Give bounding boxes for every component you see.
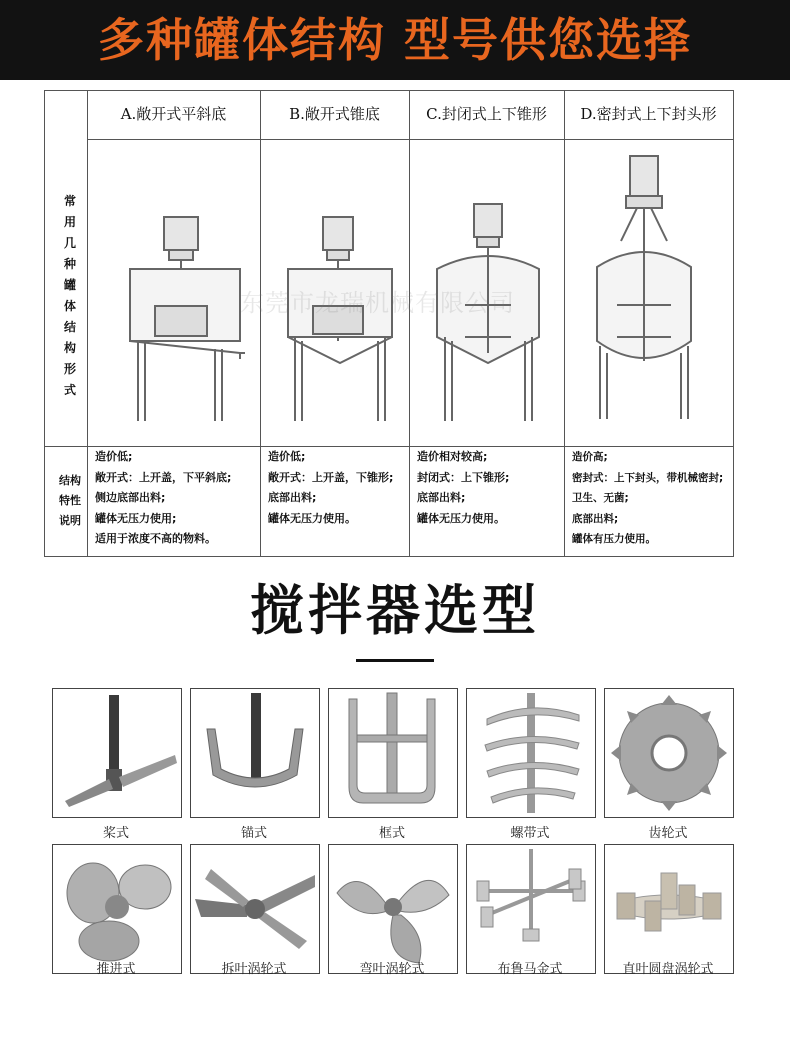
column-head-b: B.敞开式锥底 bbox=[289, 105, 380, 123]
desc-line: 底部出料; bbox=[417, 491, 466, 504]
agitator-label: 框式 bbox=[378, 826, 405, 841]
ribbon-agitator-icon bbox=[466, 688, 596, 818]
desc-line: 罐体有压力使用。 bbox=[572, 533, 656, 545]
column-head-d: D.密封式上下封头形 bbox=[580, 105, 717, 123]
side-label-characteristics bbox=[53, 471, 87, 531]
title-underline bbox=[356, 659, 434, 662]
desc-line: 密封式：上下封头，带机械密封; bbox=[572, 471, 724, 484]
tank-structure-table bbox=[44, 90, 734, 557]
agitator-label: 螺带式 bbox=[510, 826, 550, 841]
tank-a-illustration bbox=[130, 217, 245, 421]
desc-line: 敞开式：上开盖，下锥形; bbox=[268, 470, 394, 484]
desc-line: 罐体无压力使用。 bbox=[417, 511, 505, 525]
pitched-turbine-icon bbox=[190, 844, 320, 974]
agitator-section-title: 搅拌器选型 bbox=[250, 579, 540, 642]
company-watermark: 东莞市龙瑞机械有限公司 bbox=[240, 289, 515, 317]
column-desc-d bbox=[566, 447, 738, 550]
side-label-line: 结构 bbox=[59, 474, 81, 487]
agitator-label: 桨式 bbox=[102, 826, 129, 841]
paddle-agitator-icon bbox=[52, 688, 182, 818]
column-desc-a bbox=[89, 447, 265, 550]
desc-line: 卫生、无菌; bbox=[572, 492, 629, 504]
brumagin-agitator-icon bbox=[466, 844, 596, 974]
agitator-label: 锚式 bbox=[240, 826, 267, 841]
gear-agitator-icon bbox=[604, 688, 734, 818]
anchor-agitator-icon bbox=[190, 688, 320, 818]
desc-line: 适用于浓度不高的物料。 bbox=[95, 532, 216, 545]
desc-line: 造价高; bbox=[572, 451, 608, 463]
side-label-line: 特性 bbox=[59, 494, 81, 507]
agitator-label: 齿轮式 bbox=[648, 826, 688, 841]
desc-line: 罐体无压力使用; bbox=[95, 511, 177, 525]
tank-d-illustration bbox=[597, 156, 691, 419]
side-label-text: 常用几种罐体结构形式 bbox=[63, 194, 76, 397]
propeller-agitator-icon bbox=[52, 844, 182, 974]
banner-title: 多种罐体结构 型号供您选择 bbox=[97, 13, 692, 67]
desc-line: 造价相对较高; bbox=[417, 450, 488, 463]
side-label-line: 说明 bbox=[59, 514, 81, 527]
desc-line: 造价低; bbox=[268, 450, 306, 463]
agitator-label: 拆叶涡轮式 bbox=[221, 962, 287, 977]
desc-line: 敞开式：上开盖，下平斜底; bbox=[95, 470, 232, 484]
desc-line: 底部出料; bbox=[268, 491, 317, 504]
desc-line: 封闭式：上下锥形; bbox=[417, 470, 510, 484]
column-head-a: A.敞开式平斜底 bbox=[120, 105, 227, 123]
frame-agitator-icon bbox=[328, 688, 458, 818]
agitator-label: 推进式 bbox=[96, 962, 136, 977]
agitator-label: 直叶圆盘涡轮式 bbox=[622, 962, 714, 977]
tank-b-illustration bbox=[288, 217, 392, 421]
desc-line: 底部出料; bbox=[572, 512, 619, 525]
desc-line: 造价低; bbox=[95, 450, 133, 463]
column-head-c: C.封闭式上下锥形 bbox=[426, 105, 547, 123]
desc-line: 罐体无压力使用。 bbox=[268, 511, 356, 525]
agitator-label: 布鲁马金式 bbox=[497, 962, 563, 977]
tank-drawings bbox=[45, 91, 733, 446]
column-desc-c bbox=[411, 447, 569, 529]
title-banner bbox=[0, 0, 790, 80]
curved-turbine-icon bbox=[328, 844, 458, 974]
column-desc-b bbox=[262, 447, 414, 529]
agitator-label: 弯叶涡轮式 bbox=[359, 962, 425, 977]
desc-line: 侧边底部出料; bbox=[95, 491, 166, 504]
disc-turbine-icon bbox=[604, 844, 734, 974]
